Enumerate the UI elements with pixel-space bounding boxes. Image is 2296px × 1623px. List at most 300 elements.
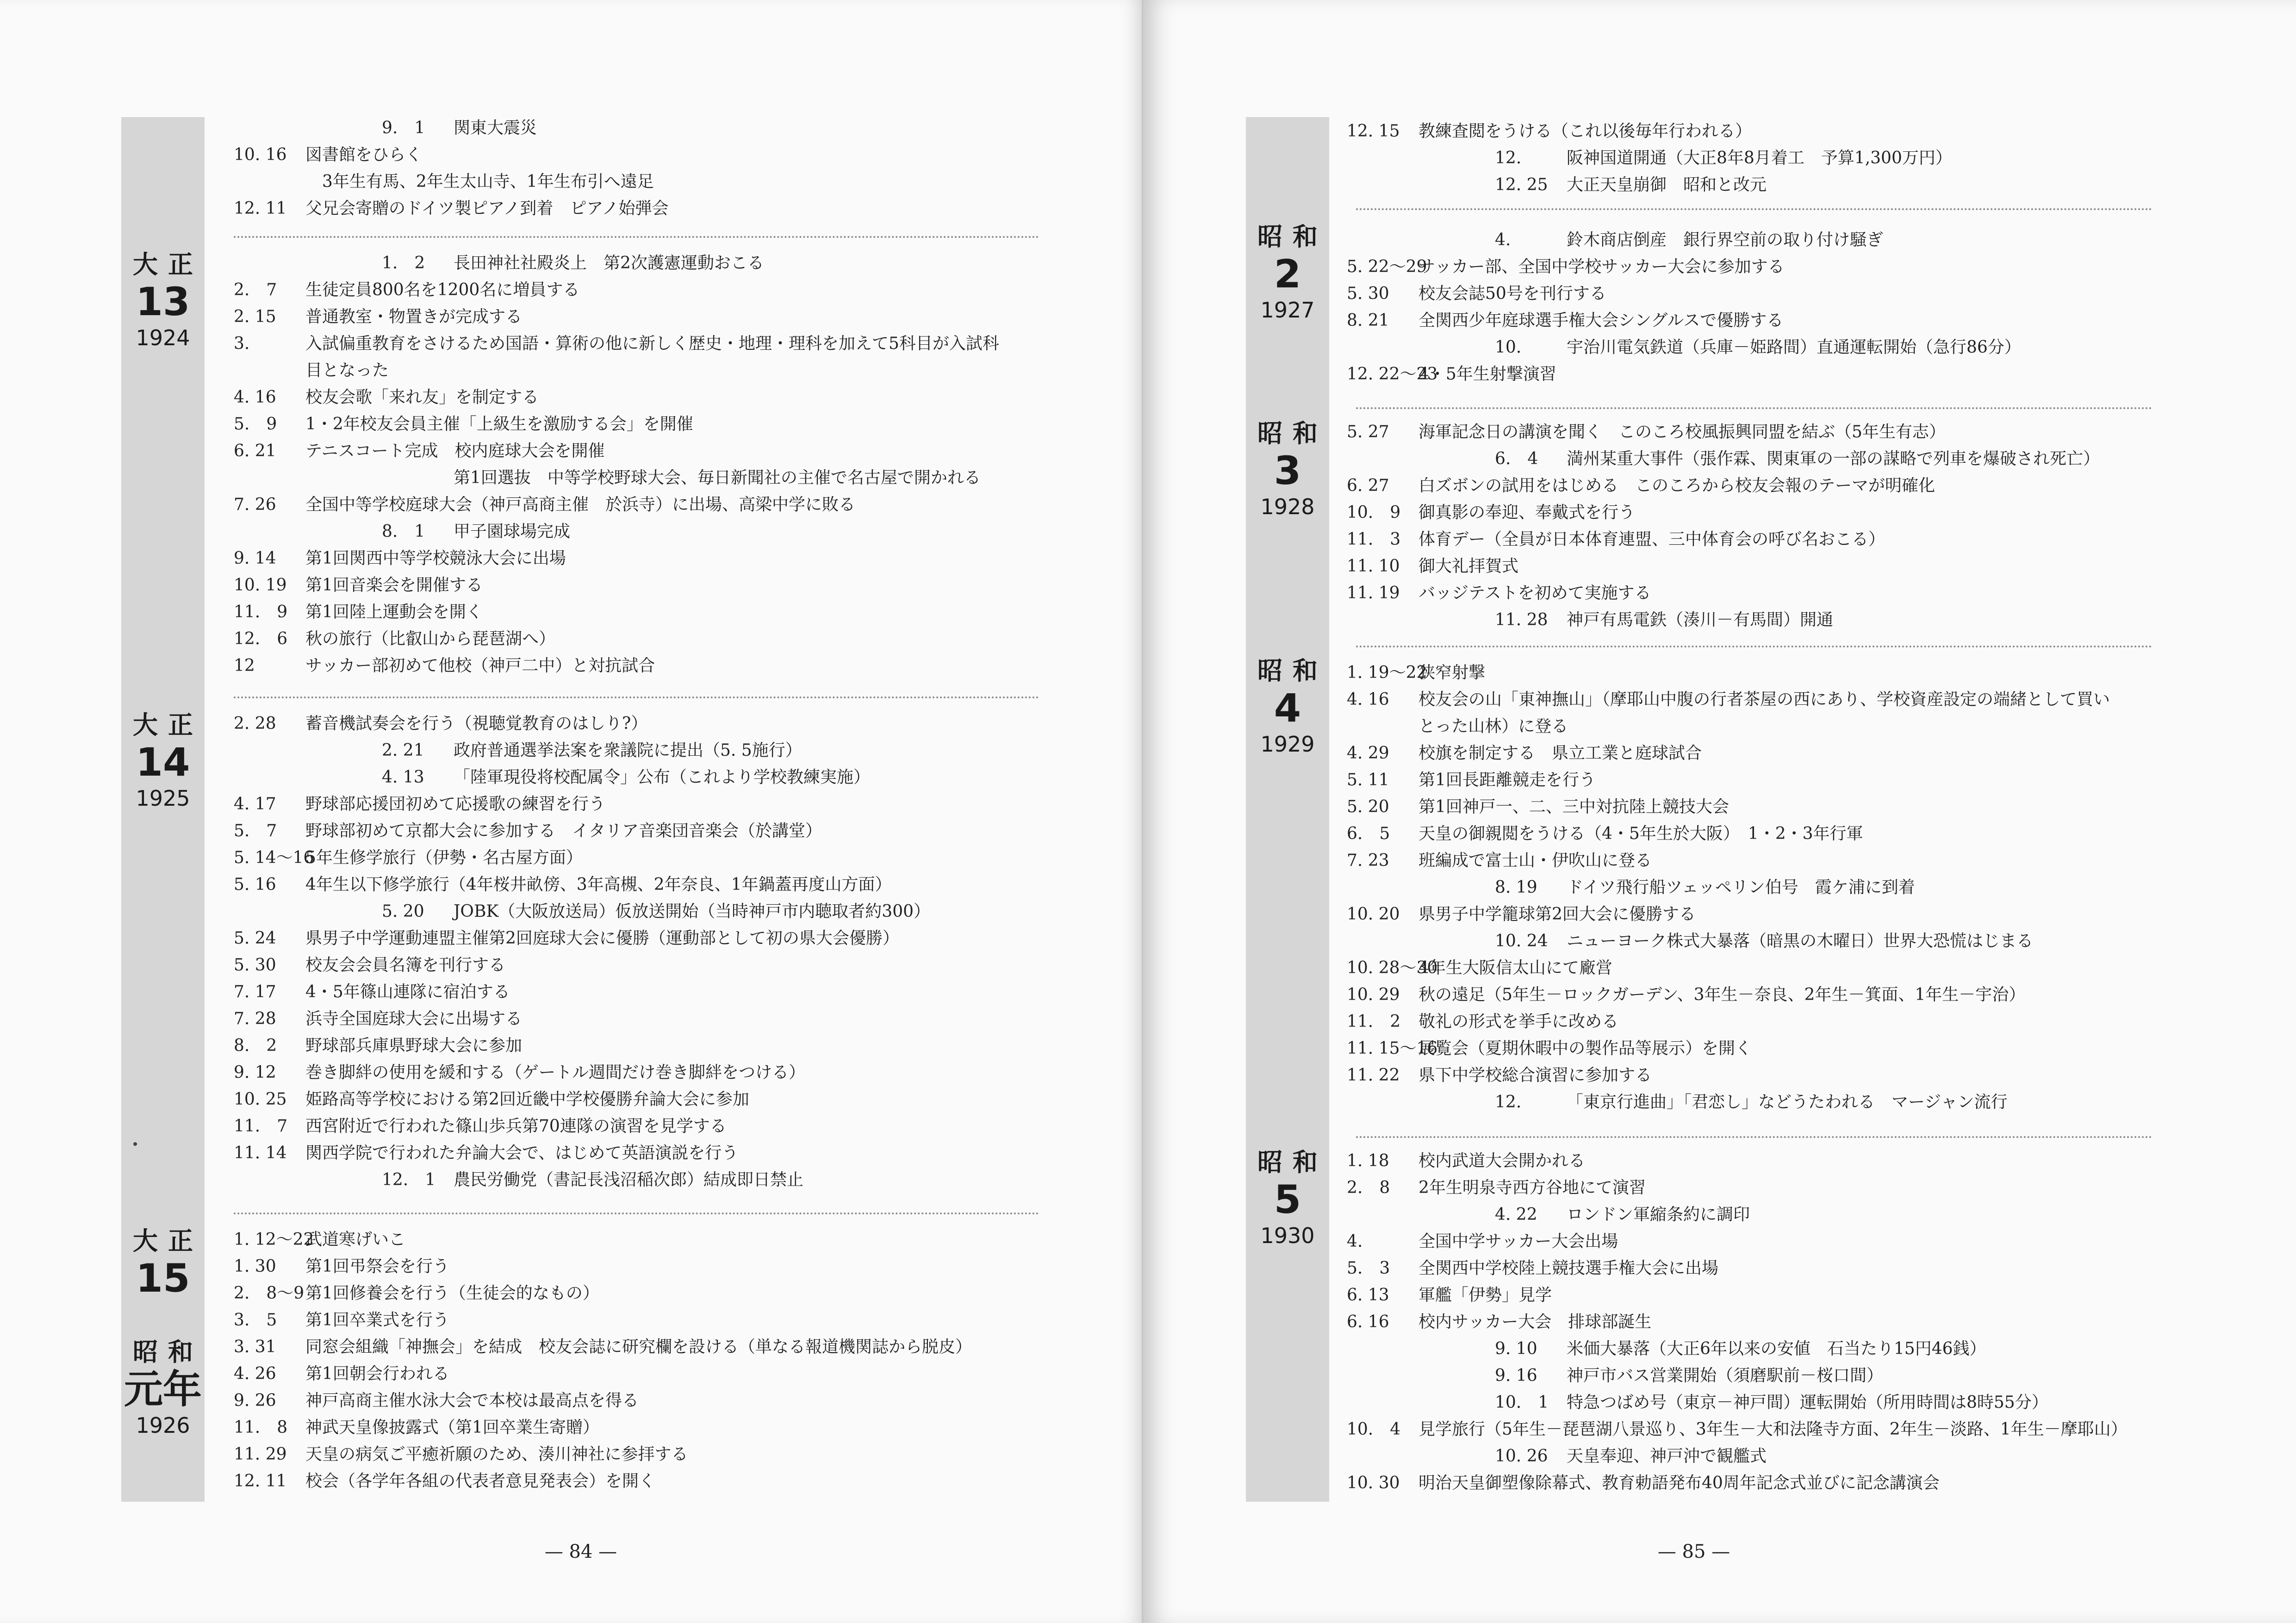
event-text: 第1回神戸一、二、三中対抗陸上競技大会	[1419, 797, 1729, 816]
event-date: 12. 15	[1347, 122, 1400, 141]
school-event-row	[234, 357, 1048, 384]
event-text: 第1回長距離競走を行う	[1419, 771, 1596, 790]
school-event-row	[234, 1140, 1048, 1167]
event-date: 11. 22	[1347, 1066, 1400, 1085]
event-date: 4. 29	[1347, 744, 1389, 763]
event-text: 天皇の御親閲をうける（4・5年生於大阪） 1・2・3年行軍	[1419, 824, 1863, 843]
event-text: 第1回弔祭会を行う	[305, 1257, 449, 1276]
timeline-block	[1347, 118, 2161, 199]
event-date: 10. 29	[1347, 985, 1400, 1004]
school-event-row	[234, 1307, 1048, 1334]
school-event-row	[234, 710, 1048, 737]
event-text: 鈴木商店倒産 銀行界空前の取り付け騒ぎ	[1567, 230, 1884, 249]
era-year: 1926	[136, 1413, 190, 1438]
event-text: 長田神社社殿炎上 第2次護憲運動おこる	[454, 254, 764, 273]
event-text: ドイツ飛行船ツェッペリン伯号 霞ケ浦に到着	[1567, 878, 1915, 897]
event-date: 5. 14〜16	[234, 848, 314, 867]
school-event-row	[234, 979, 1048, 1006]
event-text: 班編成で富士山・伊吹山に登る	[1419, 851, 1652, 870]
event-date: 7. 26	[234, 495, 276, 514]
event-date: 4. 13	[382, 768, 424, 787]
school-event-row	[234, 304, 1048, 330]
event-text: 敬礼の形式を挙手に改める	[1419, 1012, 1619, 1031]
world-event-row	[1347, 334, 2161, 361]
event-date: 6. 5	[1347, 824, 1390, 843]
school-event-row	[234, 791, 1048, 818]
school-event-row	[234, 168, 1048, 195]
timeline-block	[1347, 419, 2161, 634]
event-date: 12. 11	[234, 1472, 287, 1491]
event-text: 4年生以下修学旅行（4年桜井畝傍、3年高槻、2年奈良、1年鍋蓋再度山方面）	[305, 875, 892, 894]
event-text: 3年生有馬、2年生太山寺、1年生布引へ遠足	[305, 172, 654, 191]
event-date: 2. 28	[234, 714, 276, 733]
event-date: 5. 22〜29	[1347, 257, 1427, 276]
timeline-block	[1347, 1148, 2161, 1497]
event-text: 姫路高等学校における第2回近畿中学校優勝弁論大会に参加	[305, 1090, 749, 1109]
event-date: 3. 31	[234, 1337, 276, 1356]
school-event-row	[234, 1086, 1048, 1113]
event-text: 第1回選抜 中等学校野球大会、毎日新聞社の主催で名古屋で開かれる	[454, 468, 981, 487]
world-event-row	[1347, 145, 2161, 172]
event-date: 11. 2	[1347, 1012, 1401, 1031]
era-number: 13	[136, 279, 190, 324]
school-event-row	[1347, 1148, 2161, 1175]
event-text: 米価大暴落（大正6年以来の安値 石当たり15円46銭）	[1567, 1339, 1986, 1358]
event-date: 7. 17	[234, 983, 276, 1001]
school-event-row	[1347, 307, 2161, 334]
event-text: 第1回陸上運動会を開く	[305, 603, 483, 622]
event-date: 5. 30	[234, 956, 276, 975]
event-date: 5. 11	[1347, 771, 1389, 790]
event-date: 8. 1	[382, 522, 425, 541]
event-date: 7. 23	[1347, 851, 1389, 870]
event-text: 神戸市バス営業開始（須磨駅前－桜口間）	[1567, 1366, 1884, 1385]
era-name: 大正	[133, 250, 203, 279]
dotted-divider	[1356, 1136, 2152, 1138]
event-text: 「陸軍現役将校配属令」公布（これより学校教練実施）	[454, 768, 871, 787]
event-text: 明治天皇御塑像除幕式、教育勅語発布40周年記念式並びに記念講演会	[1419, 1474, 1940, 1492]
event-text: 目となった	[305, 361, 389, 380]
event-date: 5. 16	[234, 875, 276, 894]
event-date: 5. 30	[1347, 284, 1389, 303]
school-event-row	[234, 871, 1048, 898]
event-date: 5. 9	[234, 415, 277, 434]
school-event-row	[234, 1006, 1048, 1032]
event-date: 11. 9	[234, 603, 288, 622]
school-event-row	[234, 330, 1048, 357]
school-event-row	[1347, 419, 2161, 446]
event-text: 普通教室・物置きが完成する	[305, 307, 523, 326]
world-event-row	[234, 250, 1048, 277]
event-date: 2. 15	[234, 307, 276, 326]
school-event-row	[234, 438, 1048, 465]
world-event-row	[234, 115, 1048, 142]
world-event-row	[234, 518, 1048, 545]
event-date: 5. 24	[234, 929, 276, 948]
era-year: 1928	[1260, 494, 1315, 519]
event-date: 8. 19	[1495, 878, 1537, 897]
school-event-row	[234, 1226, 1048, 1253]
school-event-row	[1347, 580, 2161, 607]
event-date: 12. 6	[234, 629, 288, 648]
dotted-divider	[234, 1213, 1039, 1214]
event-date: 11. 3	[1347, 530, 1401, 549]
school-event-row	[234, 653, 1048, 679]
event-text: 西宮附近で行われた篠山歩兵第70連隊の演習を見学する	[305, 1117, 727, 1136]
event-date: 11. 7	[234, 1117, 288, 1136]
event-text: 神戸高商主催水泳大会で本校は最高点を得る	[305, 1391, 639, 1410]
event-text: 第1回卒業式を行う	[305, 1311, 449, 1330]
school-event-row	[1347, 473, 2161, 499]
era-year: 1925	[136, 786, 190, 811]
timeline-block	[1347, 227, 2161, 388]
event-text: JOBK（大阪放送局）仮放送開始（当時神戸市内聴取者約300）	[454, 902, 931, 921]
event-text: 校友会の山「東神撫山」（摩耶山中腹の行者茶屋の西にあり、学校資産設定の端緒として買い	[1419, 690, 2110, 709]
world-event-row	[1347, 172, 2161, 199]
school-event-row	[1347, 847, 2161, 874]
school-event-row	[1347, 901, 2161, 928]
event-date: 9. 16	[1495, 1366, 1537, 1385]
school-event-row	[1347, 118, 2161, 145]
era-label	[121, 710, 205, 812]
event-text: 武道寒げいこ	[305, 1230, 406, 1249]
event-text: 図書館をひらく	[305, 145, 423, 164]
event-text: 巻き脚絆の使用を緩和する（ゲートル週間だけ巻き脚絆をつける）	[305, 1063, 806, 1082]
dotted-divider	[234, 696, 1039, 698]
era-number: 5	[1274, 1177, 1301, 1222]
event-text: 第1回修養会を行う（生徒会的なもの）	[305, 1284, 599, 1303]
event-text: 野球部応援団初めて応援歌の練習を行う	[305, 795, 606, 814]
event-date: 6. 27	[1347, 476, 1389, 495]
dotted-divider	[1356, 208, 2152, 210]
school-event-row	[234, 1387, 1048, 1414]
school-event-row	[1347, 1255, 2161, 1282]
world-event-row	[1347, 928, 2161, 955]
event-date: 5. 20	[1347, 797, 1389, 816]
event-date: 1. 18	[1347, 1151, 1389, 1170]
event-text: 校会（各学年各組の代表者意見発表会）を開く	[305, 1472, 656, 1491]
school-event-row	[1347, 1035, 2161, 1062]
event-text: 県下中学校総合演習に参加する	[1419, 1066, 1652, 1085]
school-event-row	[234, 1441, 1048, 1468]
event-date: 10. 25	[234, 1090, 287, 1109]
school-event-row	[1347, 1416, 2161, 1443]
timeline-block	[234, 250, 1048, 679]
era-number: 14	[136, 740, 190, 785]
school-event-row	[1347, 280, 2161, 307]
event-date: 10. 24	[1495, 932, 1548, 951]
event-date: 10. 28〜30	[1347, 958, 1438, 977]
event-text: とった山林）に登る	[1419, 717, 1568, 736]
timeline-block	[234, 1226, 1048, 1495]
event-date: 10.	[1495, 338, 1522, 357]
event-text: 天皇奉迎、神戸沖で観艦式	[1567, 1447, 1767, 1466]
era-label	[1246, 222, 1329, 324]
timeline-block	[1347, 659, 2161, 1116]
event-text: 阪神国道開通（大正8年8月着工 予算1,300万円）	[1567, 149, 1952, 168]
event-date: 6. 16	[1347, 1312, 1389, 1331]
event-date: 8. 21	[1347, 311, 1389, 330]
event-date: 10. 4	[1347, 1420, 1401, 1439]
era-name: 昭和	[1257, 1148, 1328, 1177]
timeline-block	[234, 115, 1048, 222]
era-label	[121, 1226, 205, 1300]
school-event-row	[234, 1414, 1048, 1441]
page-number-left: — 84 —	[544, 1541, 617, 1562]
event-date: 1. 12〜22	[234, 1230, 314, 1249]
era-number: 3	[1274, 448, 1301, 493]
school-event-row	[234, 845, 1048, 871]
era-name: 昭和	[1257, 419, 1328, 448]
event-date: 11. 15〜16	[1347, 1039, 1438, 1058]
event-date: 4. 26	[234, 1364, 276, 1383]
era-year: 1927	[1260, 298, 1315, 323]
event-text: 秋の旅行（比叡山から琵琶湖へ）	[305, 629, 556, 648]
world-event-row	[1347, 1336, 2161, 1362]
world-event-row	[1347, 1362, 2161, 1389]
event-date: 6. 13	[1347, 1286, 1389, 1305]
event-text: 御大礼拝賀式	[1419, 557, 1519, 576]
dotted-divider	[1356, 646, 2152, 647]
event-text: 野球部初めて京都大会に参加する イタリア音楽団音楽会（於講堂）	[305, 821, 822, 840]
school-event-row	[234, 142, 1048, 168]
event-date: 11. 14	[234, 1144, 287, 1163]
school-event-row	[1347, 526, 2161, 553]
world-event-row	[234, 898, 1048, 925]
event-text: 県男子中学籠球第2回大会に優勝する	[1419, 905, 1696, 924]
dotted-divider	[234, 236, 1039, 238]
event-date: 4. 16	[1347, 690, 1389, 709]
event-text: 校内サッカー大会 排球部誕生	[1419, 1312, 1652, 1331]
event-date: 9. 14	[234, 549, 276, 568]
event-text: 4年生大阪信太山にて廠営	[1419, 958, 1612, 977]
event-text: 2年生明泉寺西方谷地にて演習	[1419, 1178, 1646, 1197]
era-sidebar	[1246, 117, 1329, 1502]
world-event-row	[1347, 1201, 2161, 1228]
event-date: 7. 28	[234, 1009, 276, 1028]
event-text: サッカー部初めて他校（神戸二中）と対抗試合	[305, 656, 655, 675]
event-text: 県男子中学運動連盟主催第2回庭球大会に優勝（運動部として初の県大会優勝）	[305, 929, 899, 948]
event-text: 校内武道大会開かれる	[1419, 1151, 1586, 1170]
event-date: 5. 20	[382, 902, 424, 921]
event-text: 同窓会組織「神撫会」を結成 校友会誌に研究欄を設ける（単なる報道機関誌から脱皮）	[305, 1337, 972, 1356]
era-year: 1924	[136, 325, 190, 350]
event-text: 大正天皇崩御 昭和と改元	[1567, 175, 1767, 194]
event-date: 3. 5	[234, 1311, 277, 1330]
school-event-row	[234, 1334, 1048, 1361]
event-text: バッジテストを初めて実施する	[1419, 584, 1651, 603]
world-event-row	[1347, 874, 2161, 901]
event-date: 9. 10	[1495, 1339, 1537, 1358]
event-text: ロンドン軍縮条約に調印	[1567, 1205, 1750, 1224]
event-text: 入試偏重教育をさけるため国語・算術の他に新しく歴史・地理・理科を加えて5科目が入試科	[305, 334, 999, 353]
event-date: 11. 8	[234, 1418, 288, 1437]
world-event-row	[234, 465, 1048, 491]
right-page	[1143, 0, 2296, 1623]
world-event-row	[1347, 1389, 2161, 1416]
event-date: 2. 8〜9	[234, 1284, 305, 1303]
event-date: 10. 9	[1347, 503, 1401, 522]
event-date: 11. 29	[234, 1445, 287, 1464]
school-event-row	[234, 952, 1048, 979]
event-text: 体育デー（全員が日本体育連盟、三中体育会の呼び名おこる）	[1419, 530, 1885, 549]
era-number: 元年	[124, 1367, 202, 1412]
event-text: 全関西中学校陸上競技選手権大会に出場	[1419, 1259, 1719, 1278]
school-event-row	[234, 818, 1048, 845]
era-number: 2	[1274, 251, 1301, 297]
event-text: 浜寺全国庭球大会に出場する	[305, 1009, 523, 1028]
event-text: 満州某重大事件（張作霖、関東軍の一部の謀略で列車を爆破され死亡）	[1567, 449, 2100, 468]
world-event-row	[1347, 446, 2161, 473]
school-event-row	[1347, 955, 2161, 982]
event-text: 校友会誌50号を刊行する	[1419, 284, 1606, 303]
world-event-row	[1347, 1089, 2161, 1116]
event-date: 9. 1	[382, 118, 425, 137]
event-text: 生徒定員800名を1200名に増員する	[305, 280, 580, 299]
event-date: 5. 27	[1347, 423, 1389, 442]
event-date: 12	[234, 656, 255, 675]
event-date: 10. 16	[234, 145, 287, 164]
event-text: 政府普通選挙法案を衆議院に提出（5. 5施行）	[454, 741, 802, 760]
event-date: 6. 21	[234, 442, 276, 460]
event-date: 5. 7	[234, 821, 277, 840]
school-event-row	[234, 545, 1048, 572]
event-text: 「東京行進曲」「君恋し」などうたわれる マージャン流行	[1567, 1093, 2008, 1112]
school-event-row	[234, 1468, 1048, 1495]
dotted-divider	[1356, 407, 2152, 409]
event-text: 父兄会寄贈のドイツ製ピアノ到着 ピアノ始弾会	[305, 199, 669, 218]
school-event-row	[234, 925, 1048, 952]
era-label	[1246, 656, 1329, 758]
event-text: 秋の遠足（5年生－ロックガーデン、3年生－奈良、2年生－箕面、1年生－宇治）	[1419, 985, 2026, 1004]
event-text: 4・5年篠山連隊に宿泊する	[305, 983, 510, 1001]
event-date: 5. 3	[1347, 1259, 1390, 1278]
event-date: 1. 2	[382, 254, 425, 273]
world-event-row	[234, 1167, 1048, 1194]
event-date: 9. 26	[234, 1391, 276, 1410]
school-event-row	[1347, 499, 2161, 526]
event-text: 4・5年生射撃演習	[1419, 365, 1556, 384]
school-event-row	[234, 411, 1048, 438]
event-date: 10. 1	[1495, 1393, 1549, 1412]
school-event-row	[234, 1113, 1048, 1140]
era-year: 1930	[1260, 1223, 1315, 1248]
event-text: 校友会会員名簿を刊行する	[305, 956, 506, 975]
event-text: 展覧会（夏期休暇中の製作品等展示）を開く	[1419, 1039, 1752, 1058]
school-event-row	[234, 1280, 1048, 1307]
school-event-row	[234, 1059, 1048, 1086]
event-text: 白ズボンの試用をはじめる このころから校友会報のテーマが明確化	[1419, 476, 1935, 495]
school-event-row	[1347, 794, 2161, 821]
world-event-row	[234, 737, 1048, 764]
event-text: テニスコート完成 校内庭球大会を開催	[305, 442, 605, 460]
event-text: 第1回関西中等学校競泳大会に出場	[305, 549, 566, 568]
event-date: 10. 19	[234, 576, 287, 595]
school-event-row	[234, 277, 1048, 304]
event-text: 狭窄射撃	[1419, 663, 1486, 682]
timeline-block	[234, 710, 1048, 1194]
era-name: 昭和	[1257, 222, 1328, 251]
school-event-row	[234, 195, 1048, 222]
event-date: 10. 26	[1495, 1447, 1548, 1466]
event-text: 宇治川電気鉄道（兵庫－姫路間）直通運転開始（急行86分）	[1567, 338, 2021, 357]
school-event-row	[234, 384, 1048, 411]
event-date: 2. 7	[234, 280, 277, 299]
school-event-row	[1347, 1282, 2161, 1309]
event-date: 8. 2	[234, 1036, 277, 1055]
school-event-row	[1347, 821, 2161, 847]
event-date: 4.	[1347, 1232, 1363, 1251]
school-event-row	[234, 1253, 1048, 1280]
era-name: 大正	[133, 710, 203, 740]
school-event-row	[1347, 982, 2161, 1008]
school-event-row	[1347, 254, 2161, 280]
era-year: 1929	[1260, 732, 1315, 757]
event-date: 6. 4	[1495, 449, 1538, 468]
page-number-right: — 85 —	[1657, 1541, 1730, 1562]
school-event-row	[234, 572, 1048, 599]
school-event-row	[234, 1361, 1048, 1387]
event-text: 校友会歌「来れ友」を制定する	[305, 388, 539, 407]
event-text: 神武天皇像披露式（第1回卒業生寄贈）	[305, 1418, 599, 1437]
event-text: ニューヨーク株式大暴落（暗黒の木曜日）世界大恐慌はじまる	[1567, 932, 2034, 951]
school-event-row	[1347, 740, 2161, 767]
era-label	[1246, 1148, 1329, 1250]
event-date: 12. 25	[1495, 175, 1548, 194]
world-event-row	[234, 764, 1048, 791]
school-event-row	[1347, 1470, 2161, 1497]
event-date: 12.	[1495, 149, 1522, 168]
event-text: 海軍記念日の講演を聞く このころ校風振興同盟を結ぶ（5年生有志）	[1419, 423, 1946, 442]
event-text: 第1回音楽会を開催する	[305, 576, 483, 595]
event-date: 9. 12	[234, 1063, 276, 1082]
school-event-row	[1347, 1228, 2161, 1255]
event-date: 3.	[234, 334, 250, 353]
era-label	[1246, 419, 1329, 521]
event-text: 蓄音機試奏会を行う（視聴覚教育のはしり?）	[305, 714, 648, 733]
event-date: 4.	[1495, 230, 1511, 249]
event-text: 全国中等学校庭球大会（神戸高商主催 於浜寺）に出場、高梁中学に敗る	[305, 495, 856, 514]
event-date: 4. 16	[234, 388, 276, 407]
school-event-row	[1347, 713, 2161, 740]
event-text: 1・2年校友会員主催「上級生を激励する会」を開催	[305, 415, 693, 434]
event-text: 第1回朝会行われる	[305, 1364, 449, 1383]
left-page	[0, 0, 1143, 1623]
school-event-row	[1347, 686, 2161, 713]
school-event-row	[234, 491, 1048, 518]
event-date: 10. 30	[1347, 1474, 1400, 1492]
event-text: 関西学院で行われた弁論大会で、はじめて英語演説を行う	[305, 1144, 739, 1163]
event-date: 4. 22	[1495, 1205, 1537, 1224]
event-text: 教練査閲をうける（これ以後毎年行われる）	[1419, 122, 1752, 141]
event-date: 2. 21	[382, 741, 424, 760]
event-text: 見学旅行（5年生－琵琶湖八景巡り、3年生－大和法隆寺方面、2年生－淡路、1年生－摩耶山）	[1419, 1420, 2128, 1439]
event-text: 全国中学サッカー大会出場	[1419, 1232, 1618, 1251]
school-event-row	[234, 599, 1048, 626]
event-date: 11. 28	[1495, 610, 1548, 629]
event-text: サッカー部、全国中学校サッカー大会に参加する	[1419, 257, 1785, 276]
era-number: 4	[1274, 685, 1301, 731]
school-event-row	[1347, 1175, 2161, 1201]
event-date: 10. 20	[1347, 905, 1400, 924]
event-text: 軍艦「伊勢」見学	[1419, 1286, 1552, 1305]
school-event-row	[1347, 1309, 2161, 1336]
event-text: 特急つばめ号（東京－神戸間）運転開始（所用時間は8時55分）	[1567, 1393, 2048, 1412]
event-text: 天皇の病気ご平癒祈願のため、湊川神社に参拝する	[305, 1445, 688, 1464]
event-text: 神戸有馬電鉄（湊川－有馬間）開通	[1567, 610, 1834, 629]
event-date: 11. 10	[1347, 557, 1400, 576]
era-number: 15	[136, 1256, 190, 1301]
